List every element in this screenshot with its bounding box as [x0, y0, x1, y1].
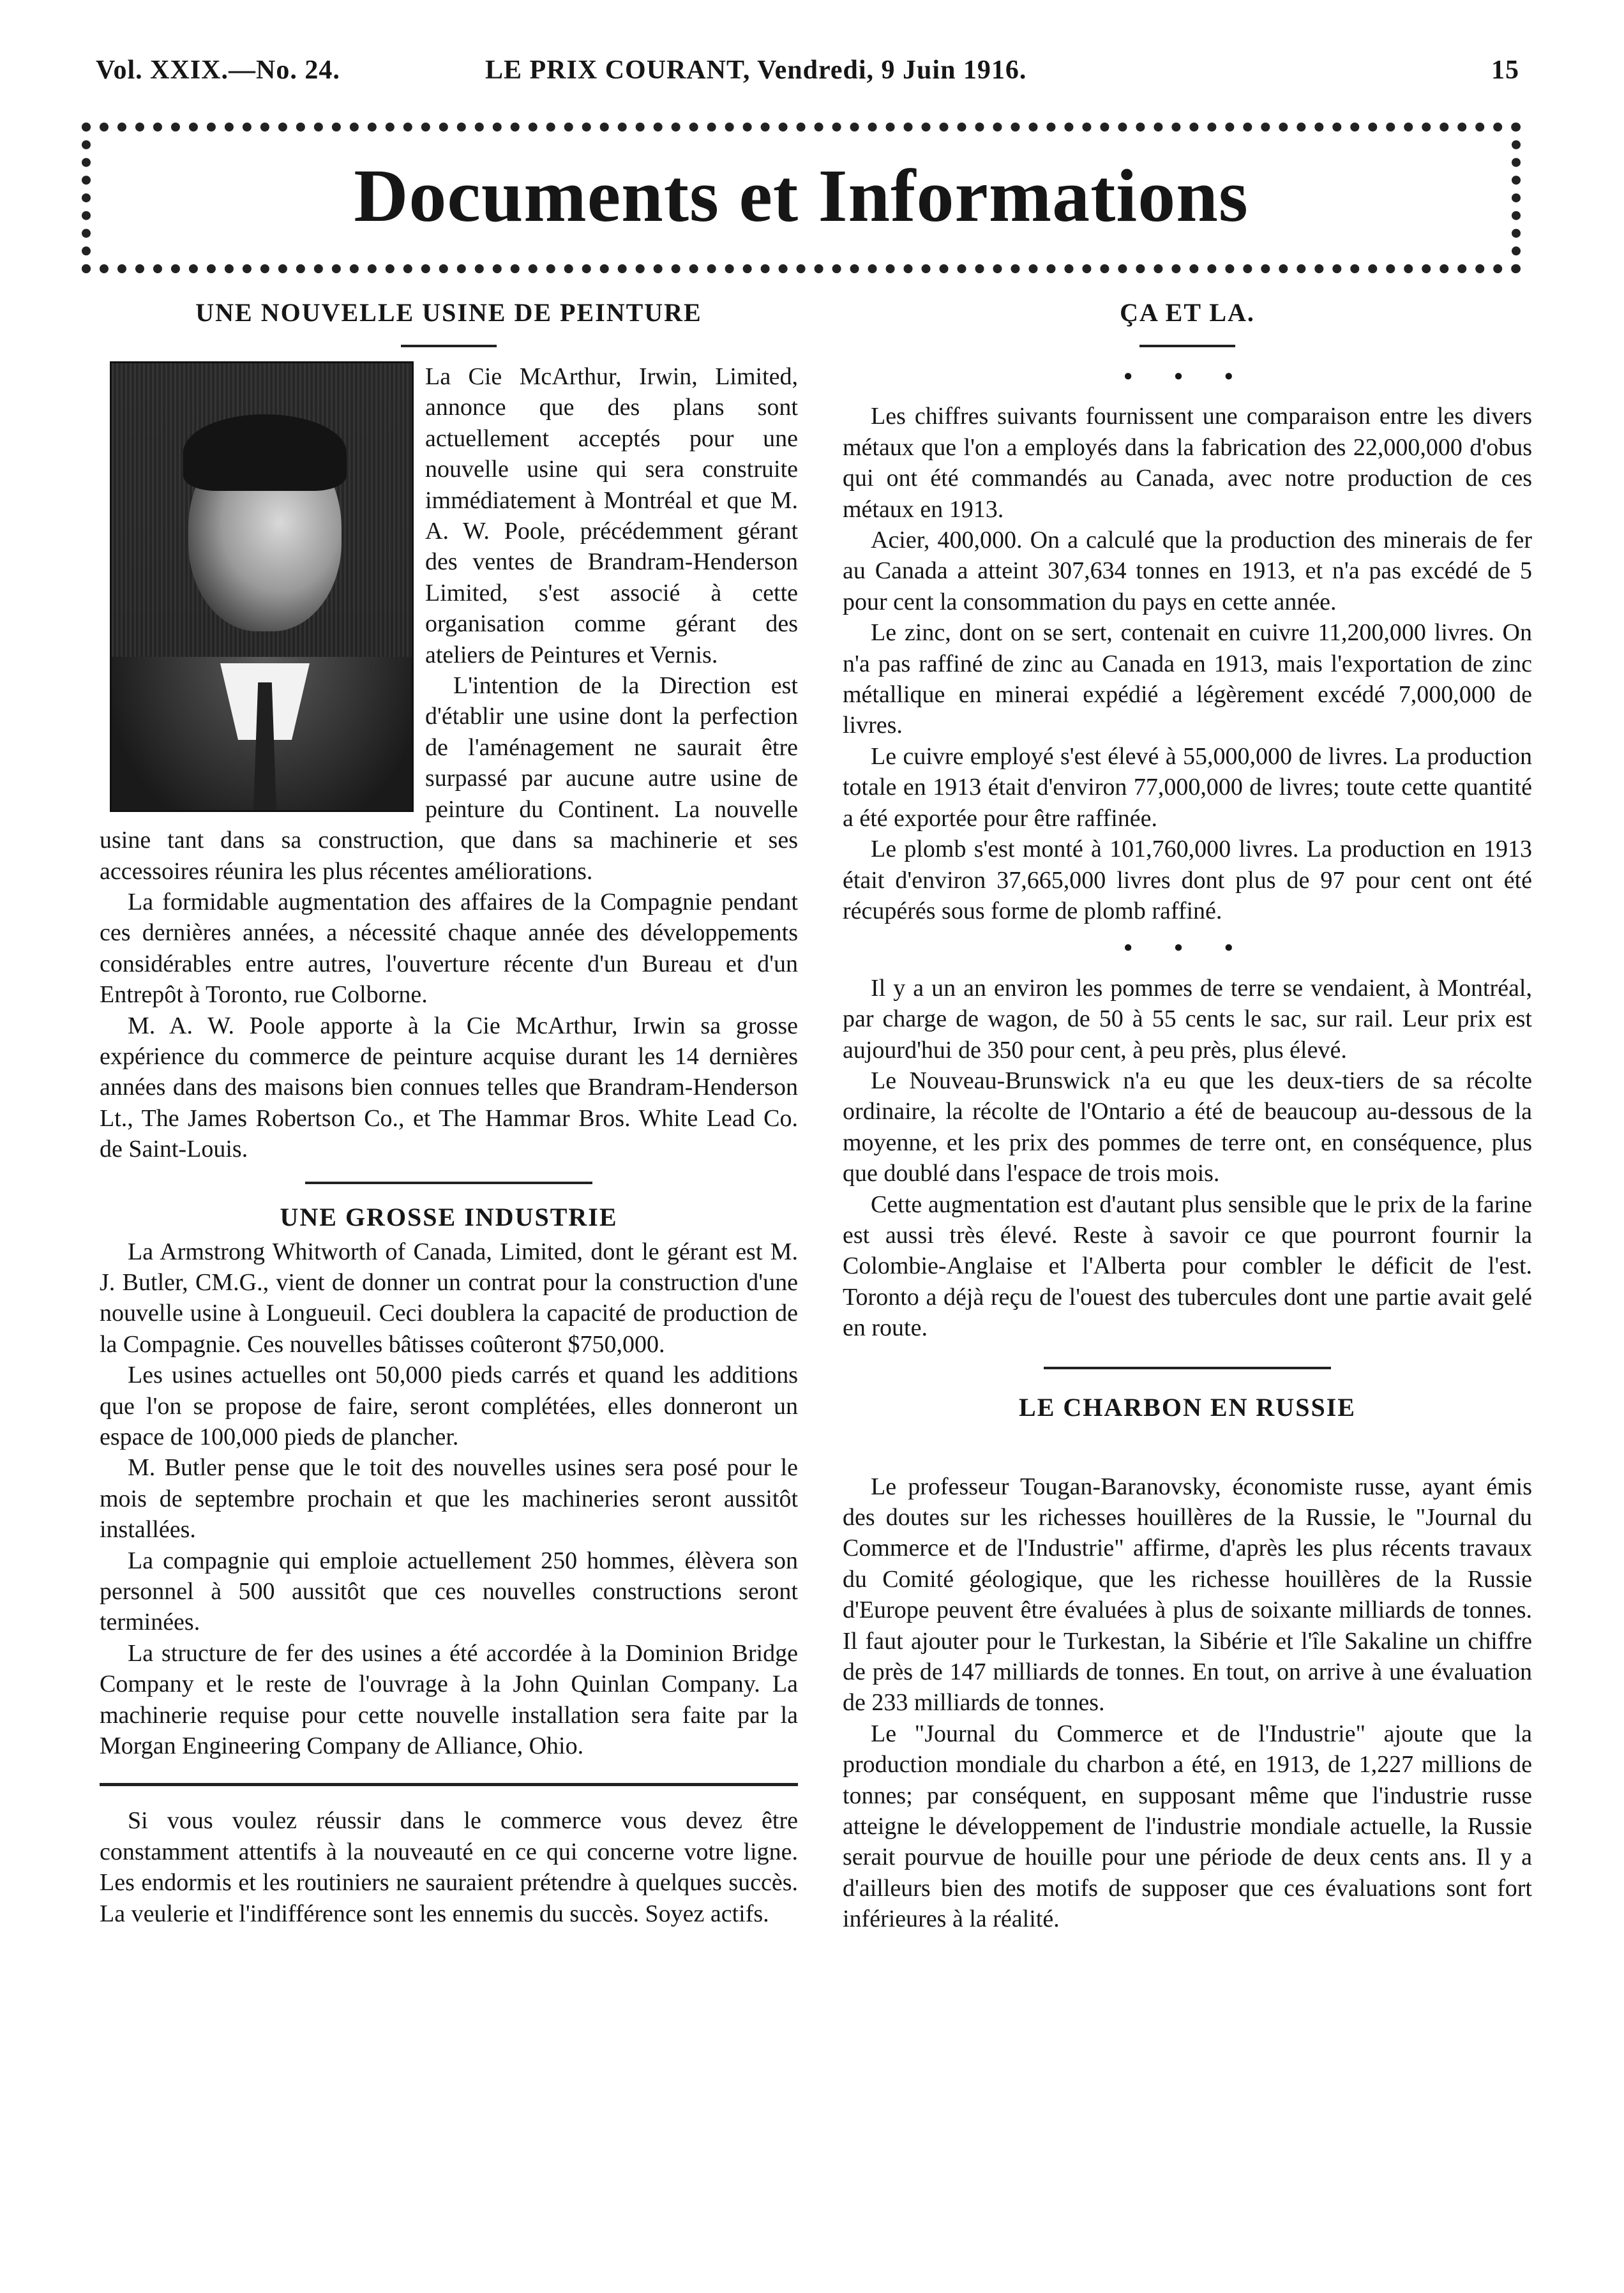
section-title: Documents et Informations	[354, 154, 1249, 237]
article-paragraph: Le Nouveau-Brunswick n'a eu que les deux-tiers de sa récolte ordinaire, la récolte de l'Ontario a été de beaucoup au-dessous de la moyenne, et les prix des pommes de terre ont, en conséquence, plus que doublé dans l'espace de trois mois.	[843, 1067, 1532, 1187]
article-paragraph: Acier, 400,000. On a calculé que la production des minerais de fer au Canada a atteint 307,634 tonnes en 1913, et n'a pas excédé de 5 pour cent la consommation du pays en cette année.	[843, 527, 1532, 615]
portrait-photo	[110, 361, 414, 812]
article-paragraph: Les usines actuelles ont 50,000 pieds carrés et quand les additions que l'on se propose de faire, seront complétées, elles donneront un espace de 100,000 pieds de plancher.	[100, 1362, 798, 1450]
page-number: 15	[1491, 56, 1519, 85]
article-paragraph: La structure de fer des usines a été accordée à la Dominion Bridge Company et le reste de l'ouvrage à la John Quinlan Company. La machinerie requise pour cette nouvelle installation sera faite par la Morgan Engineering Company de Alliance, Ohio.	[100, 1639, 798, 1760]
volume-number: Vol. XXIX.—No. 24.	[96, 56, 340, 85]
article-paragraph: La formidable augmentation des affaires de la Compagnie pendant ces dernières années, a nécessité chaque année des développements considérables entre autres, l'ouverture récente d'un Bureau et d'un Entrepôt à Toronto, rue Colborne.	[100, 888, 798, 1009]
article-paragraph: Le professeur Tougan-Baranovsky, économiste russe, ayant émis des doutes sur les richesses houillères de la Russie, le "Journal du Commerce et de l'Industrie" affirme, d'après les plus récents travaux du Comité géologique, que les richesse houillères de la Russie d'Europe peuvent être évaluées à plus de soixante milliards de tonnes. Il faut ajouter pour le Turkestan, la Sibérie et l'île Sakaline un chiffre de près de 147 milliards de tonnes. En tout, on arrive à une évaluation de 233 milliards de tonnes.	[843, 1473, 1532, 1717]
section-rule	[1044, 1367, 1331, 1369]
running-header	[96, 55, 1519, 100]
article-paragraph: L'intention de la Direction est d'établir une usine dont la perfection de l'aménagement ne saurait être surpassé par aucune autre usine de peinture du Continent. La nouvelle usine tant dans sa construction, que dans sa machinerie et ses accessoires réunira les plus récentes améliorations.	[100, 672, 798, 885]
article-paragraph: La Armstrong Whitworth of Canada, Limited, dont le gérant est M. J. Butler, CM.G., vient de donner un contrat pour la construction d'une nouvelle usine à Longueuil. Ceci doublera la capacité de production de la Compagnie. Ces nouvelles bâtisses coûteront $750,000.	[100, 1238, 798, 1358]
article-paragraph: Le plomb s'est monté à 101,760,000 livres. La production en 1913 était d'environ 37,665,000 livres dont plus de 97 pour cent ont été récupérés sous forme de plomb raffiné.	[843, 836, 1532, 924]
article-heading: LE CHARBON EN RUSSIE	[1019, 1392, 1356, 1422]
article-paragraph: Cette augmentation est d'autant plus sensible que le prix de la farine est aussi très élevé. Reste à savoir ce que pourront fournir la Colombie-Anglaise et l'Alberta pour combler le déficit de l'est. Toronto a déjà reçu de l'ouest des tubercules dont une partie avait gelé en route.	[843, 1191, 1532, 1342]
closing-paragraph: Si vous voulez réussir dans le commerce vous devez être constamment attentifs à la nouveauté en ce qui concerne votre ligne. Les endormis et les routiniers ne sauraient prétendre à quelques succès. La veulerie et l'indifférence sont les ennemis du succès. Soyez actifs.	[100, 1807, 798, 1927]
left-column	[100, 294, 798, 1929]
article-heading: UNE NOUVELLE USINE DE PEINTURE	[195, 298, 702, 327]
article-heading: ÇA ET LA.	[1120, 298, 1255, 327]
publication-title-date: LE PRIX COURANT, Vendredi, 9 Juin 1916.	[485, 56, 1027, 85]
heading-rule	[401, 345, 497, 347]
section-dots: • • •	[1124, 363, 1251, 390]
heading-rule	[1139, 345, 1235, 347]
article-heading: UNE GROSSE INDUSTRIE	[280, 1202, 618, 1231]
article-paragraph: La compagnie qui emploie actuellement 250 hommes, élèvera son personnel à 500 aussitôt que ces nouvelles constructions seront terminées.	[100, 1547, 798, 1636]
article-paragraph: Les chiffres suivants fournissent une comparaison entre les divers métaux que l'on a employés dans la fabrication des 22,000,000 d'obus qui ont été commandés au Canada, avec notre production de ces métaux en 1913.	[843, 403, 1532, 523]
article-paragraph: Le cuivre employé s'est élevé à 55,000,000 de livres. La production totale en 1913 était d'environ 77,000,000 de livres; toute cette quantité a été exportée pour être raffinée.	[843, 742, 1532, 832]
article-paragraph: M. A. W. Poole apporte à la Cie McArthur, Irwin sa grosse expérience du commerce de peinture acquise durant les 14 dernières années dans des maisons bien connues telles que Brandram-Henderson Lt., The James Robertson Co., et The Hammar Bros. White Lead Co. de Saint-Louis.	[100, 1012, 798, 1163]
section-rule	[305, 1182, 592, 1184]
section-rule	[100, 1783, 798, 1786]
right-column	[843, 294, 1532, 1935]
article-paragraph: Il y a un an environ les pommes de terre se vendaient, à Montréal, par charge de wagon, de 50 à 55 cents le sac, sur rail. Leur prix est aujourd'hui de 350 pour cent, à peu près, plus élevé.	[843, 974, 1532, 1064]
section-banner	[82, 123, 1521, 273]
article-paragraph: Le "Journal du Commerce et de l'Industrie" ajoute que la production mondiale du charbon a été, en 1913, de 1,227 millions de tonnes; par conséquent, en supposant même que l'industrie russe atteigne le développement de l'industrie mondiale actuelle, la Russie serait pourvue de houille pour une période de deux cents ans. Il y a d'ailleurs bien des motifs de supposer que ces évaluations sont fort inférieures à la réalité.	[843, 1720, 1532, 1933]
section-dots: • • •	[1124, 935, 1251, 962]
article-paragraph: La Cie McArthur, Irwin, Limited, annonce que des plans sont actuellement acceptés pour une nouvelle usine qui sera construite immédiatement à Montréal et que M. A. W. Poole, précédemment gérant des ventes de Brandram-Henderson Limited, s'est associé à cette organisation comme gérant des ateliers de Peintures et Vernis.	[425, 363, 798, 668]
article-paragraph: M. Butler pense que le toit des nouvelles usines sera posé pour le mois de septembre prochain et que les machineries seront aussitôt installées.	[100, 1454, 798, 1544]
article-paragraph: Le zinc, dont on se sert, contenait en cuivre 11,200,000 livres. On n'a pas raffiné de zinc au Canada en 1913, mais l'exportation de zinc métallique en minerai expédié a légèrement excédé 7,000,000 de livres.	[843, 619, 1532, 739]
